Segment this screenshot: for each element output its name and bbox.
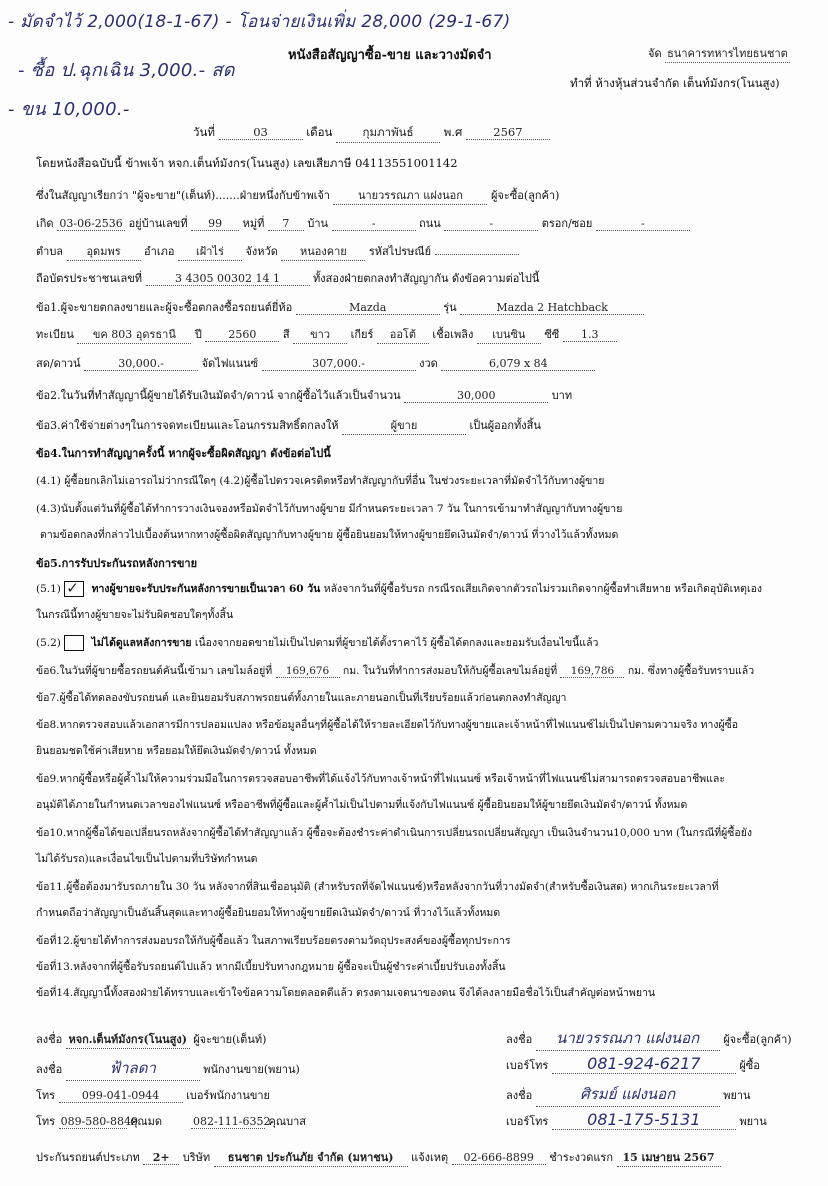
salesperson-sig: ฟ้าลดา: [66, 1056, 200, 1081]
moo-value: 7: [268, 217, 304, 231]
clause14: ข้อที่14.สัญญานี้ทั้งสองฝ่ายได้ทราบและเข้าใจข้อความโดยตลอดดีแล้ว ตรงตามเจตนาของตน จึงได้ลงลายมือชื่อไว้เป็นสำคัญต่อหน้าพยาน: [36, 987, 656, 999]
sign-label: ลงชื่อ: [36, 1033, 63, 1046]
made-at: ทำที่ ห้างหุ้นส่วนจำกัด เต็นท์มังกร(โนนสูง): [570, 76, 780, 90]
buyer-role: ผู้จะซื้อ(ลูกค้า): [490, 189, 560, 202]
parties-line: [36, 186, 559, 205]
id-label: ถือบัตรประชาชนเลขที่: [36, 272, 142, 285]
month-label: เดือน: [306, 125, 333, 139]
tel-label: โทร: [36, 1089, 56, 1102]
clause6-a: ข้อ6.ในวันที่ผู้ขายซื้อรถยนต์คันนี้เข้ามา เลขไมล์อยู่ที่: [36, 665, 273, 677]
tel-b: 082-111-6352: [193, 1115, 271, 1128]
clause3-party: ผู้ขาย: [342, 416, 466, 435]
checkmark-icon: ✓: [66, 579, 79, 597]
clause11-line2: กำหนดถือว่าสัญญาเป็นอันสิ้นสุดและทางผู้ซื้อยินยอมให้ทางผู้ขายยึดเงินมัดจำ/ดาวน์ ที่วางไว้แล้วทั้งหมด: [36, 907, 501, 919]
clause9-line1: ข้อ9.หากผู้ซื้อหรือผู้ค้ำไม่ให้ความร่วมมือในการตรวจสอบอาชีพที่ได้แจ้งไว้กับทางเจ้าหน้าที่ไฟแนนซ์ หรือเจ้าหน้าที่ไฟแนนซ์ไม่สามารถตรวจสอบอาชีพและ: [36, 773, 725, 785]
id-value: 3 4305 00302 14 1: [146, 272, 310, 286]
witness-tel: 081-175-5131: [552, 1110, 736, 1130]
clause2-text: ข้อ2.ในวันที่ทำสัญญานี้ผู้ขายได้รับเงินมัดจำ/ดาวน์ จากผู้ซื้อไว้แล้วเป็นจำนวน: [36, 389, 401, 402]
handwritten-note-amount: - ขน 10,000.-: [8, 99, 130, 120]
car-brand: Mazda: [296, 301, 440, 315]
finance-amount-value: 307,000.-: [262, 357, 416, 371]
insurance-type-label: ประกันรถยนต์ประเภท: [36, 1151, 140, 1164]
first-payment-date: 15 เมษายน 2567: [617, 1148, 721, 1167]
clause1-text: ข้อ1.ผู้จะขายตกลงขายและผู้จะซื้อตกลงซื้อรถยนต์ยี่ห้อ: [36, 301, 293, 314]
salesperson-role: พนักงานขาย(พยาน): [203, 1063, 300, 1076]
buyer-sig: นายวรรณภา แฝงนอก: [536, 1026, 720, 1051]
insurance-company: ธนชาต ประกันภัย จำกัด (มหาชน): [214, 1148, 408, 1167]
soi-label: ตรอก/ซอย: [541, 217, 593, 230]
born-value: 03-06-2536: [57, 217, 125, 231]
option2-bold: ไม่ได้ดูแลหลังการขาย: [91, 637, 192, 649]
tambon-label: ตำบล: [36, 245, 64, 258]
sales-tel-role: เบอร์พนักงานขาย: [186, 1089, 270, 1102]
tel-a: 089-580-8849: [60, 1115, 138, 1128]
finance-label: จัด: [648, 47, 662, 60]
down-label: สด/ดาวน์: [36, 357, 81, 370]
clause2-unit: บาท: [551, 389, 573, 402]
buyer-address-line: [36, 214, 690, 232]
option2-rest: เนื่องจากยอดขายไม่เป็นไปตามที่ผู้ขายได้ตั้งราคาไว้ ผู้ซื้อได้ตกลงและยอมรับเงื่อนไขนี้แล้ว: [194, 637, 599, 649]
seller-name: หจก.เต็นท์มังกร(โนนสูง): [66, 1030, 190, 1049]
phone-label: เบอร์โทร: [506, 1059, 549, 1072]
intro-line: โดยหนังสือฉบับนี้ ข้าพเจ้า หจก.เต็นท์มังกร(โนนสูง) เลขเสียภาษี 04113551001142: [36, 156, 458, 170]
clause4-line1: (4.1) ผู้ซื้อยกเลิกไม่เอารถไม่ว่ากรณีใดๆ (4.2)ผู้ซื้อไปตรวจเครดิตหรือทำสัญญากับที่อื่น ในช่วงระยะเวลาที่มัดจำไว้กับทางผู้ขาย: [36, 475, 605, 487]
day-value: 03: [219, 125, 303, 140]
month-value: กุมภาพันธ์: [336, 124, 440, 143]
phone-label: เบอร์โทร: [506, 1115, 549, 1128]
buyer-tel: 081-924-6217: [552, 1054, 736, 1074]
notify-tel: 02-666-8899: [452, 1151, 546, 1165]
village-label: บ้าน: [307, 217, 329, 230]
buyer-sign-role: ผู้จะซื้อ(ลูกค้า): [723, 1033, 792, 1046]
day-label: วันที่: [193, 125, 215, 139]
witness-role: พยาน: [723, 1089, 751, 1102]
clause4-title: ข้อ4.ในการทำสัญญาครั้งนี้ หากผู้จะซื้อผิดสัญญา ดังข้อต่อไปนี้: [36, 447, 331, 460]
date-line: [193, 124, 550, 143]
clause11-line1: ข้อ11.ผู้ซื้อต้องมารับรถภายใน 30 วัน หลังจากที่สินเชื่ออนุมัติ (สำหรับรถที่จัดไฟแนนซ์)หรือหลังจากวันที่วางมัดจำ(สำหรับซื้อเงินสด) หากเกินระยะเวลาที่: [36, 881, 719, 893]
year-label: พ.ศ: [443, 125, 463, 139]
handwritten-note-insurance: - ซื้อ ป.ฉุกเฉิน 3,000.- สด: [18, 60, 235, 81]
finance-company: [648, 44, 790, 63]
house-value: 99: [191, 217, 239, 231]
clause8-line2: ยินยอมชดใช้ค่าเสียหาย หรือยอมให้ยึดเงินมัดจำ/ดาวน์ ทั้งหมด: [36, 745, 317, 757]
moo-label: หมู่ที่: [242, 217, 265, 230]
installment-value: 6,079 x 84: [441, 357, 595, 371]
clause3: [36, 416, 541, 435]
option1-checkbox[interactable]: [64, 581, 84, 597]
road-label: ถนน: [419, 217, 441, 230]
clause2: [36, 386, 572, 404]
seller-role: ผู้จะขาย(เต็นท์): [193, 1033, 267, 1046]
buyer-tel-line: [506, 1054, 760, 1074]
village-value: -: [332, 217, 416, 231]
option2-checkbox[interactable]: [64, 635, 84, 651]
witness-sig: ศิรมย์ แฝงนอก: [536, 1082, 720, 1107]
color-label: สี: [282, 328, 290, 341]
clause4-line2: (4.3)นับตั้งแต่วันที่ผู้ซื้อได้ทำการวางเงินจองหรือมัดจำไว้กับทางผู้ขาย มีกำหนดระยะเวลา 7 วัน ในการเข้ามาทำสัญญากับทางผู้ขาย: [36, 503, 623, 515]
color-value: ขาว: [293, 325, 347, 344]
house-label: อยู่บ้านเลขที่: [128, 217, 188, 230]
reg-label: ทะเบียน: [36, 328, 74, 341]
clause5-option2: [36, 634, 598, 651]
clause3-text: ข้อ3.ค่าใช้จ่ายต่างๆในการจดทะเบียนและโอนกรรมสิทธิ์ตกลงให้: [36, 419, 339, 432]
sales-tel-line: [36, 1086, 270, 1104]
option1-rest: หลังจากวันที่ผู้ซื้อรับรถ กรณีรถเสียเกิดจากตัวรถไม่รวมเกิดจากผู้ซื้อทำเสียหาย หรือเกิดอุบัติเหตุเอง: [323, 583, 763, 595]
year-value: 2567: [466, 125, 550, 140]
option2-num: (5.2): [36, 637, 61, 649]
car-year-label: ปี: [194, 328, 202, 341]
sign-label: ลงชื่อ: [506, 1033, 533, 1046]
insurance-line: [36, 1148, 721, 1167]
clause6: [36, 662, 754, 679]
document-title: หนังสือสัญญาซื้อ-ขาย และวางมัดจำ: [288, 48, 492, 63]
clause6-b: กม. ในวันที่ทำการส่งมอบให้กับผู้ซื้อเลขไมล์อยู่ที่: [342, 665, 558, 677]
clause7: ข้อ7.ผู้ซื้อได้ทดลองขับรถยนต์ และยินยอมรับสภาพรถยนต์ทั้งภายในและภายนอกเป็นที่เรียบร้อยแล้วก่อนตกลงทำสัญญา: [36, 692, 567, 704]
clause1-line1: [36, 298, 644, 316]
seller-text: ซึ่งในสัญญาเรียกว่า "ผู้จะขาย"(เต็นท์).......ฝ่ายหนึ่งกับข้าพเจ้า: [36, 189, 330, 202]
agree-text: ทั้งสองฝ่ายตกลงทำสัญญากัน ดังข้อความต่อไปนี้: [313, 272, 540, 285]
buyer-name: นายวรรณภา แฝงนอก: [333, 186, 487, 205]
amphoe-value: เฝ้าไร่: [178, 242, 242, 261]
province-value: หนองคาย: [281, 242, 365, 261]
insurance-company-label: บริษัท: [182, 1151, 211, 1164]
soi-value: -: [596, 217, 690, 231]
tambon-value: อุดมพร: [67, 242, 141, 261]
buyer-tel-role: ผู้ซื้อ: [739, 1059, 760, 1072]
finance-value: ธนาคารทหารไทยธนชาต: [665, 44, 790, 63]
amphoe-label: อำเภอ: [144, 245, 175, 258]
road-value: -: [444, 217, 538, 231]
car-model: Mazda 2 Hatchback: [460, 301, 644, 315]
first-payment-label: ชำระงวดแรก: [549, 1151, 613, 1164]
seller-signature: [36, 1030, 266, 1049]
gear-value: ออโต้: [377, 325, 429, 344]
model-label: รุ่น: [443, 301, 457, 314]
clause13: ข้อที่13.หลังจากที่ผู้ซื้อรับรถยนต์ไปแล้ว หากมีเบี้ยปรับทางกฎหมาย ผู้ซื้อจะเป็นผู้ชำระค่าเบี้ยปรับเองทั้งสิ้น: [36, 961, 506, 973]
option1-bold: ทางผู้ขายจะรับประกันหลังการขายเป็นเวลา 60 วัน: [91, 583, 321, 595]
clause3-end: เป็นผู้ออกทั้งสิ้น: [469, 419, 541, 432]
tel-label: โทร: [36, 1115, 56, 1128]
handwritten-note-deposit: - มัดจำไว้ 2,000(18-1-67) - โอนจ่ายเงินเพิ่ม 28,000 (29-1-67): [8, 12, 511, 32]
buyer-signature: [506, 1026, 792, 1051]
born-label: เกิด: [36, 217, 54, 230]
cc-label: ซีซี: [544, 328, 560, 341]
postcode-label: รหัสไปรษณีย์: [368, 245, 432, 258]
clause1-line2: [36, 325, 617, 344]
witness-tel-line: [506, 1110, 767, 1130]
notify-label: แจ้งเหตุ: [411, 1151, 449, 1164]
witness-signature: [506, 1082, 751, 1107]
car-year-value: 2560: [205, 328, 279, 342]
postcode-value: [435, 254, 519, 255]
fuel-value: เบนซิน: [477, 325, 541, 344]
clause10-line1: ข้อ10.หากผู้ซื้อได้ขอเปลี่ยนรถหลังจากผู้ซื้อได้ทำสัญญาแล้ว ผู้ซื้อจะต้องชำระค่าดำเนินการเปลี่ยนรถเปลี่ยนสัญญา เป็นเงินจำนวน10,000 บาท (ในกรณีที่ผู้ซื้อยัง: [36, 827, 752, 839]
clause9-line2: อนุมัติได้ภายในกำหนดเวลาของไฟแนนซ์ หรืออาชีพที่ผู้ซื้อและผู้ค้ำไม่เป็นไปตามที่แจ้งกับไฟแนนซ์ ผู้ซื้อยินยอมให้ผู้ขายยึดเงินมัดจำ/ดาวน์ ทั้งหมด: [36, 799, 688, 811]
finance-amount-label: จัดไฟแนนซ์: [201, 357, 259, 370]
contact-tel-line: [36, 1112, 306, 1130]
installment-label: งวด: [419, 357, 438, 370]
clause5-title: ข้อ5.การรับประกันรถหลังการขาย: [36, 557, 198, 570]
witness-tel-role: พยาน: [739, 1115, 767, 1128]
salesperson-signature: [36, 1056, 300, 1081]
buyer-district-line: [36, 242, 519, 261]
tel-a-role: คุณมด: [130, 1115, 163, 1128]
option1-num: (5.1): [36, 583, 61, 595]
mileage-in: 169,676: [276, 665, 340, 678]
sign-label: ลงชื่อ: [36, 1063, 63, 1076]
clause6-c: กม. ซึ่งทางผู้ซื้อรับทราบแล้ว: [627, 665, 755, 677]
clause1-line3: [36, 354, 595, 372]
clause10-line2: ไม่ได้รับรถ)และเงื่อนไขเป็นไปตามที่บริษัทกำหนด: [36, 853, 258, 865]
sign-label: ลงชื่อ: [506, 1089, 533, 1102]
mileage-out: 169,786: [560, 665, 624, 678]
tel-b-role: คุณบาส: [268, 1115, 306, 1128]
sales-tel: 099-041-0944: [59, 1089, 183, 1103]
clause4-line3: ตามข้อตกลงที่กล่าวไปเบื้องต้นหากทางผู้ซื้อผิดสัญญากับทางผู้ขาย ผู้ซื้อยินยอมให้ทางผู้ขายยึดเงินมัดจำ/ดาวน์ ที่วางไว้แล้วทั้งหมด: [40, 529, 619, 541]
clause5-option1-line2: ในกรณีนี้ทางผู้ขายจะไม่รับผิดชอบใดๆทั้งสิ้น: [36, 609, 234, 621]
cc-value: 1.3: [563, 328, 617, 342]
insurance-type: 2+: [143, 1151, 179, 1165]
reg-value: ขค 803 อุดรธานี: [77, 325, 191, 344]
down-value: 30,000.-: [84, 357, 198, 371]
id-card-line: [36, 269, 539, 287]
clause2-amount: 30,000: [404, 389, 548, 403]
fuel-label: เชื้อเพลิง: [432, 328, 474, 341]
clause12: ข้อที่12.ผู้ขายได้ทำการส่งมอบรถให้กับผู้ซื้อแล้ว ในสภาพเรียบร้อยตรงตามวัตถุประสงค์ของผู้ซื้อทุกประการ: [36, 935, 511, 947]
clause8-line1: ข้อ8.หากตรวจสอบแล้วเอกสารมีการปลอมแปลง หรือข้อมูลอื่นๆที่ผู้ซื้อได้ให้รายละเอียดไว้กับทางผู้ขายและเจ้าหน้าที่ไฟแนนซ์ไม่เป็นไปตามความจริง ทางผู้ซื้อ: [36, 719, 739, 731]
province-label: จังหวัด: [245, 245, 278, 258]
gear-label: เกียร์: [350, 328, 374, 341]
clause5-option1: [36, 580, 762, 597]
